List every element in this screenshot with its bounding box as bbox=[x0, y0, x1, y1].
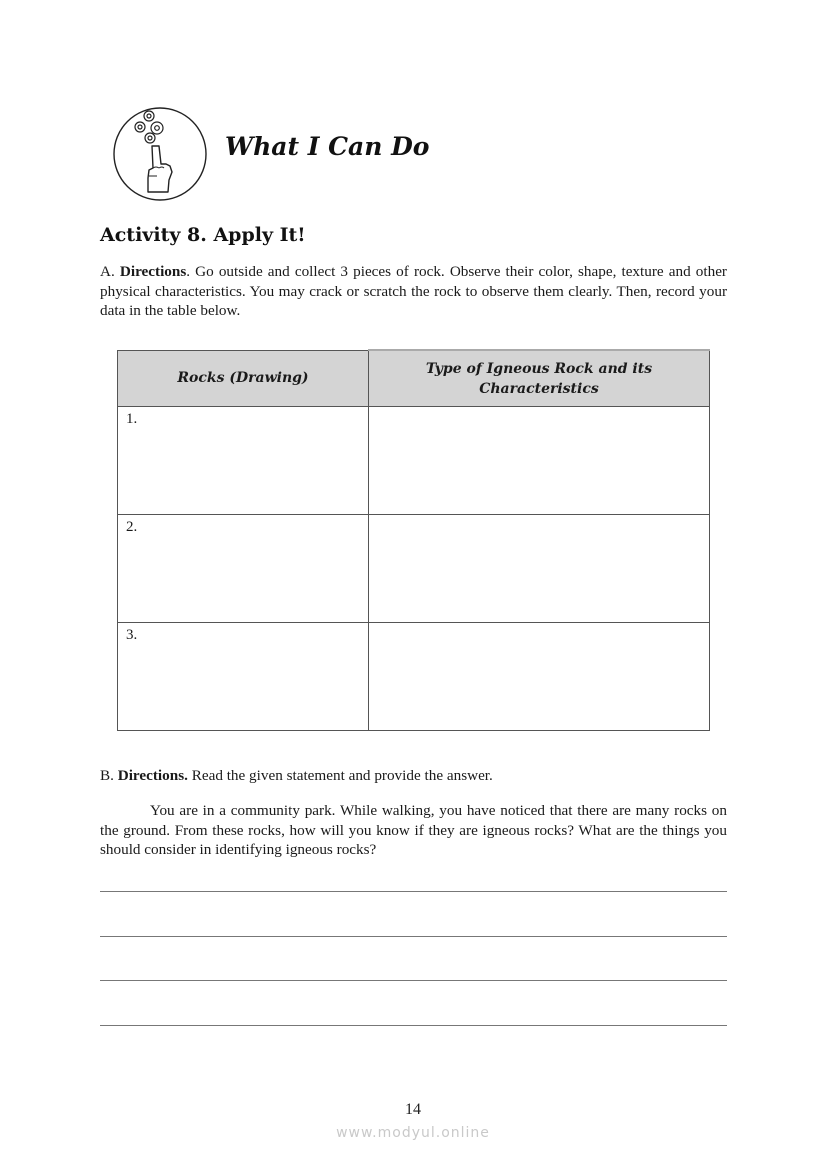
characteristics-cell[interactable] bbox=[369, 407, 710, 515]
section-title: What I Can Do bbox=[225, 132, 430, 161]
rock-data-table bbox=[117, 349, 710, 731]
characteristics-cell[interactable] bbox=[369, 515, 710, 623]
row-number: 1. bbox=[126, 411, 138, 427]
drawing-cell[interactable] bbox=[118, 623, 369, 731]
answer-line[interactable] bbox=[100, 980, 727, 981]
answer-line[interactable] bbox=[100, 936, 727, 937]
drawing-cell[interactable] bbox=[118, 407, 369, 515]
directions-b: B. Directions. Read the given statement and provide the answer. bbox=[100, 767, 493, 784]
characteristics-cell[interactable] bbox=[369, 623, 710, 731]
watermark: www.modyul.online bbox=[336, 1125, 490, 1141]
page-number: 14 bbox=[405, 1101, 421, 1118]
answer-line[interactable] bbox=[100, 891, 727, 892]
table-row bbox=[118, 623, 710, 731]
answer-line[interactable] bbox=[100, 1025, 727, 1026]
hand-pointing-gears-icon bbox=[112, 106, 208, 202]
directions-a: A. Directions. Go outside and collect 3 pieces of rock. Observe their color, shape, texture and other physical characteristics. You may crack or scratch the rock to observe them clearly. Then, record your data in the table below. bbox=[100, 263, 727, 319]
column-header-rocks: Rocks (Drawing) bbox=[118, 350, 369, 407]
column-header-type: Type of Igneous Rock and its Characteristics bbox=[369, 350, 710, 407]
table-row bbox=[118, 407, 710, 515]
activity-title: Activity 8. Apply It! bbox=[100, 224, 306, 246]
drawing-cell[interactable] bbox=[118, 515, 369, 623]
row-number: 3. bbox=[126, 627, 138, 643]
question-text: You are in a community park. While walking, you have noticed that there are many rocks on the ground. From these rocks, how will you know if they are igneous rocks? What are the things you should consider in identifying igneous rocks? bbox=[100, 802, 727, 858]
row-number: 2. bbox=[126, 519, 138, 535]
table-row bbox=[118, 515, 710, 623]
